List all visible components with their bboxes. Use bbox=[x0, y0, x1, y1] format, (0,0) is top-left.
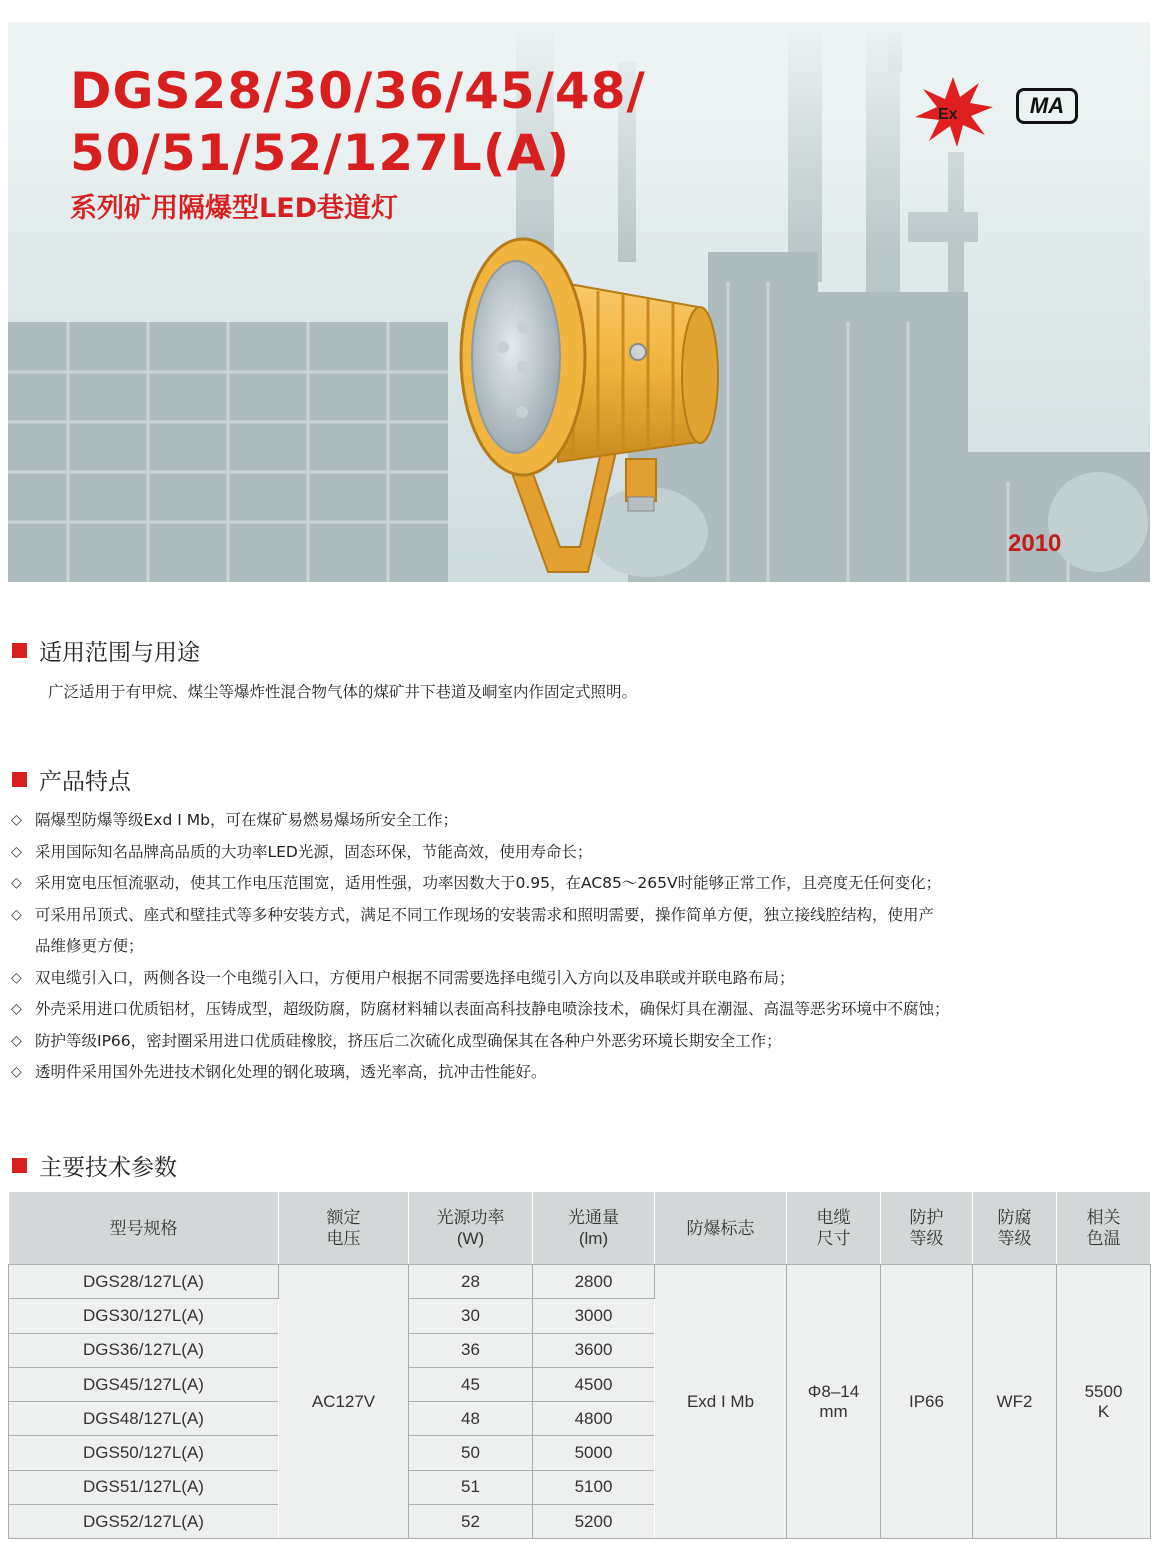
col-header-color-temp: 相关 色温 bbox=[1057, 1192, 1151, 1265]
section-specs-heading bbox=[12, 1149, 177, 1182]
table-row bbox=[9, 1265, 1151, 1299]
cell-model: DGS48/127L(A) bbox=[9, 1402, 279, 1436]
cell-corrosion-grade: WF2 bbox=[973, 1265, 1057, 1539]
cell-flux: 4500 bbox=[533, 1367, 655, 1401]
catalog-year: 2010 bbox=[1008, 530, 1062, 557]
hero-banner bbox=[8, 22, 1150, 582]
cell-cable-size: Φ8–14 mm bbox=[787, 1265, 881, 1539]
col-header-model: 型号规格 bbox=[9, 1192, 279, 1265]
section-usage-heading bbox=[12, 634, 200, 667]
feature-item bbox=[10, 963, 1150, 995]
cell-flux: 4800 bbox=[533, 1402, 655, 1436]
feature-item bbox=[10, 900, 1150, 932]
cell-model: DGS45/127L(A) bbox=[9, 1367, 279, 1401]
col-header-cable-size: 电缆 尺寸 bbox=[787, 1192, 881, 1265]
col-header-ex-marking: 防爆标志 bbox=[655, 1192, 787, 1265]
section-usage-text: 广泛适用于有甲烷、煤尘等爆炸性混合物气体的煤矿井下巷道及峒室内作固定式照明。 bbox=[48, 683, 638, 701]
cell-flux: 5000 bbox=[533, 1436, 655, 1470]
cell-flux: 5200 bbox=[533, 1505, 655, 1539]
diamond-bullet-icon: ◇ bbox=[11, 875, 22, 891]
col-header-voltage: 额定 电压 bbox=[279, 1192, 409, 1265]
cell-model: DGS52/127L(A) bbox=[9, 1505, 279, 1539]
ex-logo-text: Ex bbox=[938, 106, 958, 123]
spec-table-header-row bbox=[9, 1192, 1151, 1265]
cell-power: 45 bbox=[409, 1367, 533, 1401]
cell-model: DGS28/127L(A) bbox=[9, 1265, 279, 1299]
led-lamp-product-image bbox=[448, 227, 738, 577]
diamond-bullet-icon: ◇ bbox=[11, 906, 22, 923]
diamond-bullet-icon: ◇ bbox=[11, 1032, 22, 1049]
cell-power: 28 bbox=[409, 1265, 533, 1299]
cell-power: 48 bbox=[409, 1402, 533, 1436]
feature-item bbox=[10, 994, 1150, 1026]
diamond-bullet-icon: ◇ bbox=[11, 843, 22, 860]
section-features-title: 产品特点 bbox=[39, 769, 131, 795]
diamond-bullet-icon: ◇ bbox=[11, 1001, 22, 1017]
red-square-marker bbox=[12, 772, 27, 787]
cell-model: DGS30/127L(A) bbox=[9, 1299, 279, 1333]
feature-text: 防护等级IP66，密封圈采用进口优质硅橡胶，挤压后二次硫化成型确保其在各种户外恶劣环境长期安全工作； bbox=[35, 1031, 782, 1050]
ma-certification-logo: MA bbox=[1016, 88, 1078, 124]
feature-text: 双电缆引入口，两侧各设一个电缆引入口，方便用户根据不同需要选择电缆引入方向以及串联或并联电路布局； bbox=[35, 968, 795, 987]
cell-color-temp: 5500 K bbox=[1057, 1265, 1151, 1539]
cell-flux: 2800 bbox=[533, 1265, 655, 1299]
cell-flux: 3000 bbox=[533, 1299, 655, 1333]
cell-flux: 5100 bbox=[533, 1470, 655, 1504]
cell-power: 36 bbox=[409, 1333, 533, 1367]
section-features-heading bbox=[12, 763, 131, 796]
feature-item-continuation bbox=[10, 931, 1150, 963]
cell-ex-marking: Exd I Mb bbox=[655, 1265, 787, 1539]
cell-model: DGS50/127L(A) bbox=[9, 1436, 279, 1470]
product-subtitle: 系列矿用隔爆型LED巷道灯 bbox=[70, 193, 399, 224]
product-title-line-1: DGS28/30/36/45/48/ bbox=[70, 62, 646, 120]
red-square-marker bbox=[12, 1158, 27, 1173]
diamond-bullet-icon: ◇ bbox=[11, 1064, 22, 1080]
diamond-bullet-icon: ◇ bbox=[11, 969, 22, 986]
feature-text: 隔爆型防爆等级Exd I Mb，可在煤矿易燃易爆场所安全工作； bbox=[35, 811, 458, 829]
feature-item bbox=[10, 868, 1150, 900]
cell-power: 52 bbox=[409, 1505, 533, 1539]
col-header-corrosion-grade: 防腐 等级 bbox=[973, 1192, 1057, 1265]
feature-text: 采用宽电压恒流驱动，使其工作电压范围宽，适用性强，功率因数大于0.95，在AC85～265V时能够正常工作，且亮度无任何变化； bbox=[35, 874, 942, 892]
cell-power: 51 bbox=[409, 1470, 533, 1504]
feature-text: 品维修更方便； bbox=[35, 937, 144, 955]
feature-text: 透明件采用国外先进技术钢化处理的钢化玻璃，透光率高，抗冲击性能好。 bbox=[35, 1063, 547, 1081]
cell-power: 30 bbox=[409, 1299, 533, 1333]
cell-power: 50 bbox=[409, 1436, 533, 1470]
feature-item bbox=[10, 1057, 1150, 1089]
cell-model: DGS36/127L(A) bbox=[9, 1333, 279, 1367]
cell-ip-rating: IP66 bbox=[881, 1265, 973, 1539]
section-usage-title: 适用范围与用途 bbox=[39, 640, 200, 666]
cell-model: DGS51/127L(A) bbox=[9, 1470, 279, 1504]
cell-flux: 3600 bbox=[533, 1333, 655, 1367]
col-header-flux: 光通量 (lm) bbox=[533, 1192, 655, 1265]
cell-voltage: AC127V bbox=[279, 1265, 409, 1539]
product-title-line-2: 50/51/52/127L(A) bbox=[70, 124, 571, 182]
diamond-bullet-icon: ◇ bbox=[11, 812, 22, 828]
spec-table bbox=[8, 1192, 1151, 1539]
feature-item bbox=[10, 805, 1150, 837]
red-square-marker bbox=[12, 643, 27, 658]
section-specs-title: 主要技术参数 bbox=[39, 1155, 177, 1181]
feature-list bbox=[10, 805, 1150, 1089]
feature-text: 可采用吊顶式、座式和壁挂式等多种安装方式，满足不同工作现场的安装需求和照明需要，操作简单方便，独立接线腔结构，使用产 bbox=[35, 905, 935, 924]
col-header-ip-rating: 防护 等级 bbox=[881, 1192, 973, 1265]
feature-text: 外壳采用进口优质铝材，压铸成型，超级防腐，防腐材料辅以表面高科技静电喷涂技术，确保灯具在潮湿、高温等恶劣环境中不腐蚀； bbox=[35, 1000, 950, 1018]
feature-item bbox=[10, 1026, 1150, 1058]
col-header-power: 光源功率 (W) bbox=[409, 1192, 533, 1265]
feature-text: 采用国际知名品牌高品质的大功率LED光源，固态环保，节能高效，使用寿命长； bbox=[35, 842, 593, 861]
feature-item bbox=[10, 837, 1150, 869]
